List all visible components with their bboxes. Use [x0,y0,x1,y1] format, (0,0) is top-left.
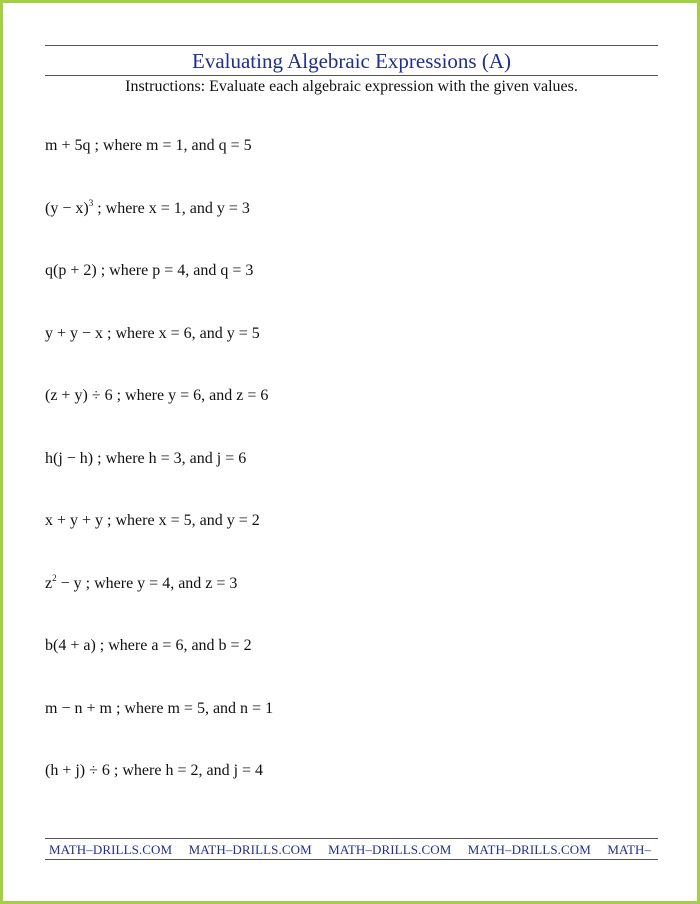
instructions-text: Instructions: Evaluate each algebraic expression with the given values. [125,78,578,95]
footer-item: MATH– [607,842,652,857]
footer-rule-top [45,838,658,839]
footer-item: MATH–DRILLS.COM [467,842,591,857]
problem-1: m + 5q ; where m = 1, and q = 5 [45,137,252,154]
footer-item: MATH–DRILLS.COM [49,842,173,857]
header-rule-top [45,45,658,46]
footer-watermark [49,842,664,858]
problem-9: b(4 + a) ; where a = 6, and b = 2 [45,637,252,654]
footer-item: MATH–DRILLS.COM [188,842,312,857]
header-rule-bottom [45,75,658,76]
problem-7: x + y + y ; where x = 5, and y = 2 [45,512,260,529]
problem-8: $z^2 - y$ ; where y = 4, and z = 3 [45,573,238,592]
worksheet-title: Evaluating Algebraic Expressions (A) [192,49,511,73]
problem-4: y + y − x ; where x = 6, and y = 5 [45,325,260,342]
footer-rule-bottom [45,859,658,860]
problem-11: (h + j) ÷ 6 ; where h = 2, and j = 4 [45,762,264,779]
problem-6: h(j − h) ; where h = 3, and j = 6 [45,450,247,467]
footer-item: MATH–DRILLS.COM [328,842,452,857]
problem-3: q(p + 2) ; where p = 4, and q = 3 [45,262,254,279]
problem-10: m − n + m ; where m = 5, and n = 1 [45,700,274,717]
problem-5: (z + y) ÷ 6 ; where y = 6, and z = 6 [45,387,269,404]
worksheet-page [3,3,697,901]
problem-2: $(y - x)^3$ ; where x = 1, and y = 3 [45,198,250,217]
